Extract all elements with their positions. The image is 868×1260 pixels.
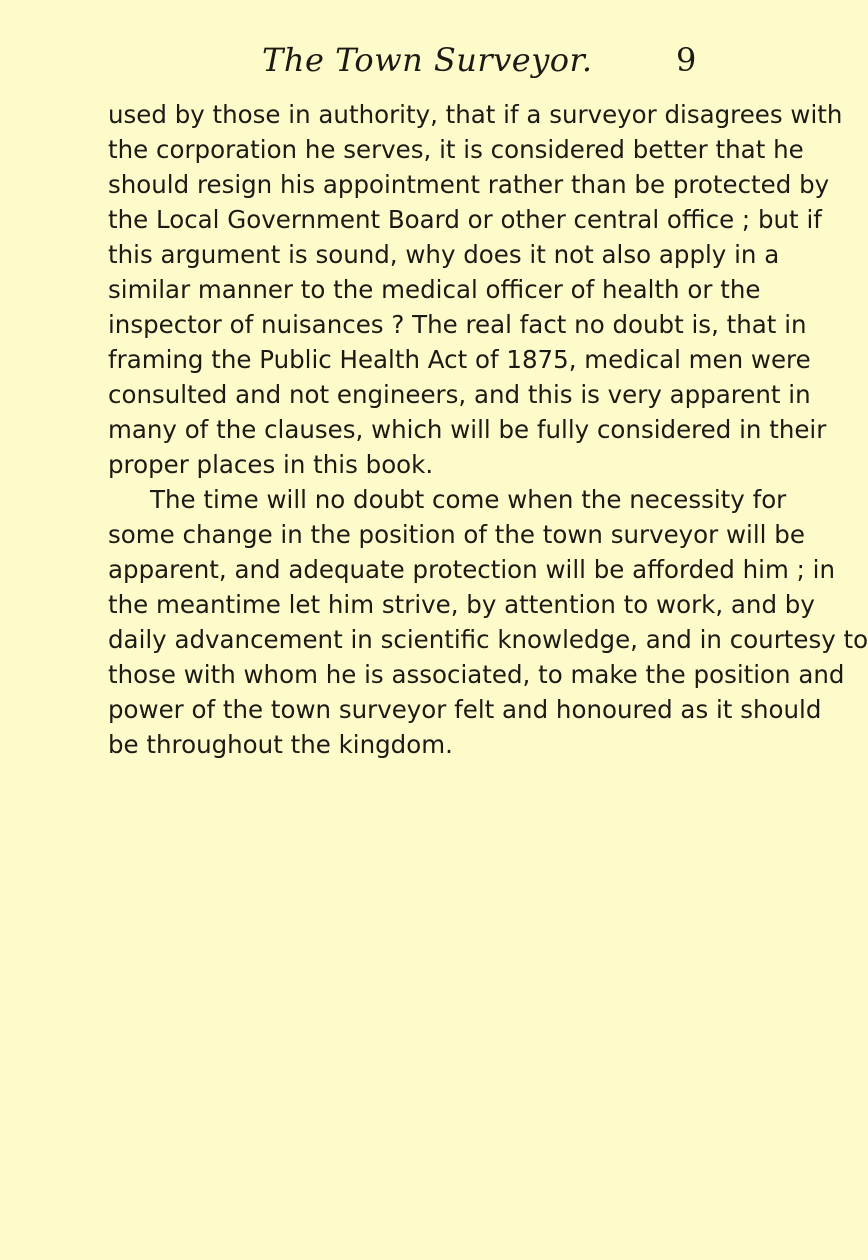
text-line: the Local Government Board or other central office ; but if xyxy=(108,205,822,234)
text-line: framing the Public Health Act of 1875, medical men were xyxy=(108,345,811,374)
text-line: The time will no doubt come when the necessity for xyxy=(150,485,787,514)
text-line: power of the town surveyor felt and honoured as it should xyxy=(108,695,822,724)
text-line: this argument is sound, why does it not also apply in a xyxy=(108,240,780,269)
text-line: be throughout the kingdom. xyxy=(108,730,453,759)
page-number: 9 xyxy=(676,41,697,79)
body-text xyxy=(108,97,868,762)
text-line: inspector of nuisances ? The real fact no doubt is, that in xyxy=(108,310,807,339)
paragraph-continued xyxy=(108,97,843,482)
running-header xyxy=(0,40,800,84)
running-title: The Town Surveyor. xyxy=(262,41,593,79)
text-line: consulted and not engineers, and this is very apparent in xyxy=(108,380,811,409)
text-line: some change in the position of the town surveyor will be xyxy=(108,520,805,549)
text-line: used by those in authority, that if a surveyor disagrees with xyxy=(108,100,843,129)
text-line: apparent, and adequate protection will be afforded him ; in xyxy=(108,555,835,584)
text-line: daily advancement in scientific knowledge, and in courtesy to xyxy=(108,625,868,654)
text-line: should resign his appointment rather than be protected by xyxy=(108,170,830,199)
paragraph xyxy=(108,482,868,762)
text-line: the corporation he serves, it is considered better that he xyxy=(108,135,804,164)
text-line: many of the clauses, which will be fully considered in their xyxy=(108,415,827,444)
text-line: proper places in this book. xyxy=(108,450,434,479)
text-line: the meantime let him strive, by attention to work, and by xyxy=(108,590,815,619)
text-line: similar manner to the medical officer of health or the xyxy=(108,275,761,304)
text-line: those with whom he is associated, to make the position and xyxy=(108,660,845,689)
